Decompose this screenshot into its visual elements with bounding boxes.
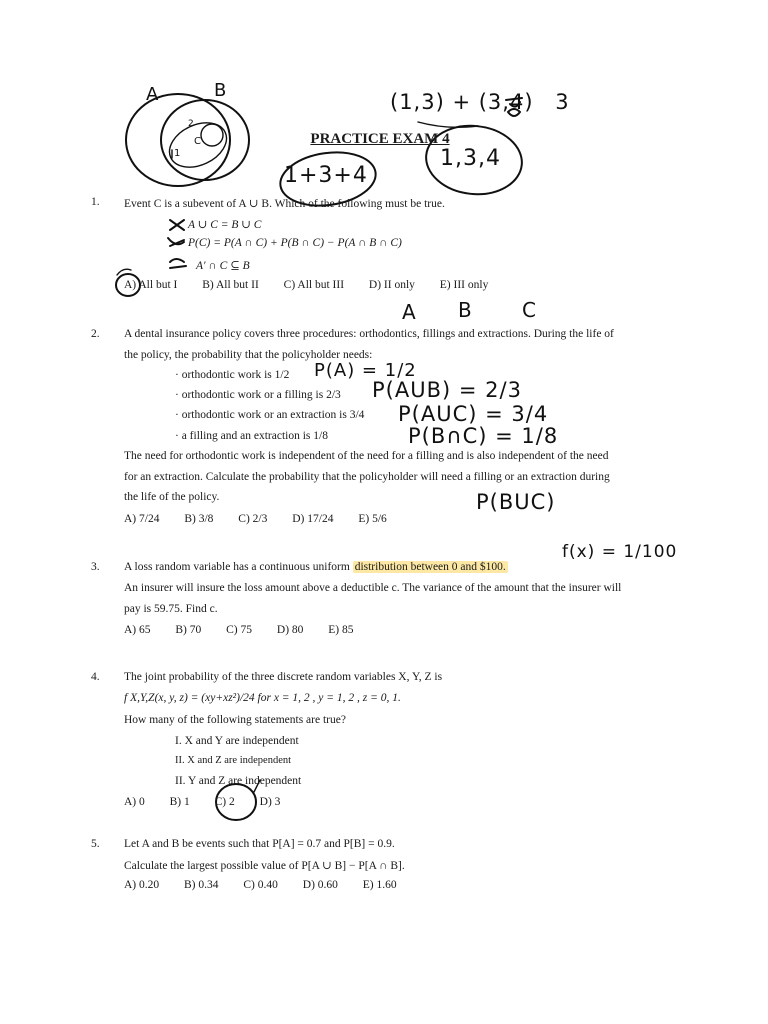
venn-label-inner-1: 1	[174, 148, 182, 159]
q2-answer-d[interactable]: D) 17/24	[292, 513, 334, 525]
q5-answers	[124, 879, 419, 891]
q1-item-1: A ∪ C = B ∪ C	[188, 219, 262, 231]
q2-answer-b[interactable]: B) 3/8	[184, 513, 214, 525]
q1-answer-d[interactable]: D) II only	[368, 279, 415, 291]
q3-highlight: distribution between 0 and $100.	[354, 561, 506, 573]
handwritten-abc-a: A	[402, 300, 417, 324]
q1-answer-c[interactable]: C) All but III	[283, 279, 345, 291]
q1-stem: Event C is a subevent of A ∪ B. Which of the following must be true.	[124, 198, 445, 210]
venn-label-b: B	[214, 80, 228, 101]
q1-answers	[124, 279, 510, 291]
venn-circle-a	[126, 94, 230, 186]
venn-label-inner-2: 2	[188, 119, 195, 129]
q3-answer-e[interactable]: E) 85	[328, 624, 354, 636]
q2-line-2: the policy, the probability that the policyholder needs:	[124, 349, 373, 361]
q3-line-1	[124, 561, 508, 573]
handwritten-set: 1,3,4	[440, 146, 501, 171]
q3-answer-b[interactable]: B) 70	[175, 624, 202, 636]
q5-line-2: Calculate the largest possible value of P[A ∪ B] − P[A ∩ B].	[124, 860, 405, 872]
venn-label-a: A	[146, 84, 160, 105]
q5-answer-e[interactable]: E) 1.60	[362, 879, 397, 891]
q4-answer-c[interactable]: C) 2	[214, 796, 235, 808]
q3-answer-d[interactable]: D) 80	[276, 624, 304, 636]
handwritten-pbuc: P(BUC)	[476, 490, 556, 514]
q3-line-3: pay is 59.75. Find c.	[124, 603, 218, 615]
q2-answer-c[interactable]: C) 2/3	[238, 513, 268, 525]
q2-number: 2.	[91, 328, 100, 340]
q5-line-1: Let A and B be events such that P[A] = 0.7 and P[B] = 0.9.	[124, 838, 395, 850]
venn-circle-b	[161, 100, 249, 180]
q2-tail-3: the life of the policy.	[124, 491, 220, 503]
q3-answer-c[interactable]: C) 75	[226, 624, 253, 636]
q5-number: 5.	[91, 838, 100, 850]
handwritten-pair-sum	[390, 90, 570, 114]
q5-answer-d[interactable]: D) 0.60	[302, 879, 338, 891]
q4-line-2: f X,Y,Z(x, y, z) = (xy+xz²)/24 for x = 1, 2 , y = 1, 2 , z = 0, 1.	[124, 692, 401, 704]
q2-answer-a[interactable]: A) 7/24	[124, 513, 160, 525]
handwritten-pauc: P(AUC) = 3/4	[398, 402, 549, 426]
q4-answers	[124, 796, 302, 808]
q4-answer-d[interactable]: D) 3	[259, 796, 281, 808]
q3-line-1-text: A loss random variable has a continuous uniform	[124, 561, 353, 573]
q5-answer-c[interactable]: C) 0.40	[243, 879, 278, 891]
q3-number: 3.	[91, 561, 100, 573]
q3-answer-a[interactable]: A) 65	[124, 624, 151, 636]
q4-answer-b[interactable]: B) 1	[169, 796, 190, 808]
q2-bullet-3: · orthodontic work or an extraction is 3/4	[175, 409, 365, 421]
q4-item-3: II. Y and Z are independent	[175, 775, 302, 787]
q3-answers	[124, 624, 376, 636]
q1-answer-e[interactable]: E) III only	[439, 279, 489, 291]
handwritten-abc-c: C	[522, 298, 537, 322]
q1-item-2: P(C) = P(A ∩ C) + P(B ∩ C) − P(A ∩ B ∩ C)	[188, 237, 402, 249]
q4-line-3: How many of the following statements are true?	[124, 714, 346, 726]
q2-answer-e[interactable]: E) 5/6	[358, 513, 387, 525]
q2-bullet-1: · orthodontic work is 1/2	[175, 369, 290, 381]
q4-answer-a[interactable]: A) 0	[124, 796, 145, 808]
q2-tail-1: The need for orthodontic work is independent of the need for a filling and is also independent of the need	[124, 450, 609, 462]
venn-label-c: C	[194, 136, 202, 147]
q2-answers	[124, 513, 409, 525]
q4-item-2: II. X and Z are independent	[175, 755, 292, 766]
q1-item-3: A′ ∩ C ⊆ B	[196, 260, 250, 272]
q1-number: 1.	[91, 196, 100, 208]
q1-answer-b[interactable]: B) All but II	[202, 279, 259, 291]
handwritten-fx: f(x) = 1/100	[562, 542, 678, 562]
handwritten-paub: P(AUB) = 2/3	[372, 378, 522, 402]
page-title: PRACTICE EXAM 4	[310, 131, 450, 147]
handwritten-pair-sum-text: (1,3) + (3,4)	[390, 90, 534, 114]
handwritten-sum: 1+3+4	[284, 163, 368, 188]
q2-tail-2: for an extraction. Calculate the probability that the policyholder will need a filling or an extraction during	[124, 471, 610, 483]
q4-item-1: I. X and Y are independent	[175, 735, 299, 747]
handwritten-pbnc: P(B∩C) = 1/8	[408, 424, 559, 448]
handwritten-pair-sum-tail: 3	[555, 90, 570, 114]
q1-answer-a[interactable]: A) All but I	[124, 279, 178, 291]
q2-bullet-4: · a filling and an extraction is 1/8	[175, 430, 328, 442]
q4-line-1: The joint probability of the three discrete random variables X, Y, Z is	[124, 671, 443, 683]
handwritten-abc-b: B	[458, 298, 473, 322]
q5-answer-b[interactable]: B) 0.34	[184, 879, 219, 891]
q5-answer-a[interactable]: A) 0.20	[124, 879, 160, 891]
q3-line-2: An insurer will insure the loss amount above a deductible c. The variance of the amount that the insurer will	[124, 582, 622, 594]
q4-number: 4.	[91, 671, 100, 683]
q2-bullet-2: · orthodontic work or a filling is 2/3	[175, 389, 341, 401]
q2-line-1: A dental insurance policy covers three procedures: orthodontics, fillings and extractions. During the life of	[124, 328, 614, 340]
handwritten-pa: P(A) = 1/2	[314, 360, 417, 381]
